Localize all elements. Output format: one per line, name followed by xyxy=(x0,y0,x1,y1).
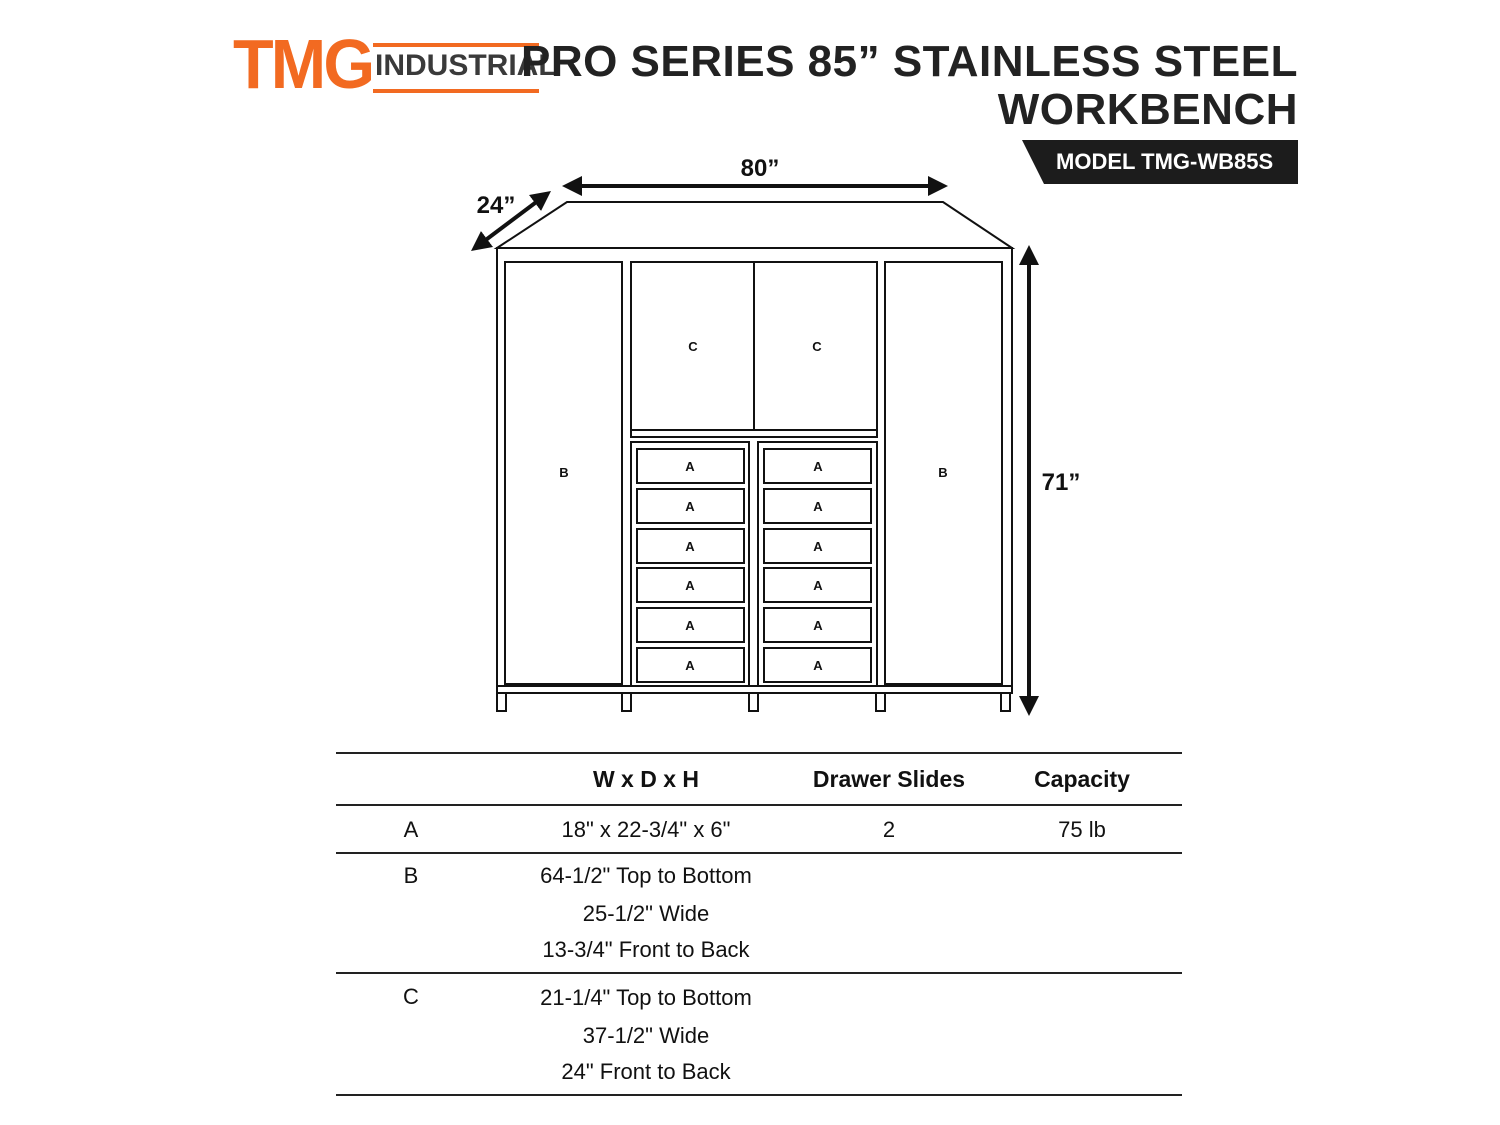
label-a: A xyxy=(813,459,823,474)
label-a: A xyxy=(685,539,695,554)
label-a: A xyxy=(685,499,695,514)
label-a: A xyxy=(813,658,823,673)
row-a-capacity: 75 lb xyxy=(1058,817,1106,842)
table-rule xyxy=(336,804,1182,806)
label-a: A xyxy=(685,578,695,593)
leg xyxy=(749,693,758,711)
row-b-dims-2: 25-1/2" Wide xyxy=(582,901,710,926)
label-a: A xyxy=(813,618,823,633)
row-b-dims-1: 64-1/2" Top to Bottom xyxy=(540,863,752,888)
table-rule xyxy=(336,1094,1182,1096)
label-a: A xyxy=(685,658,695,673)
row-c-key: C xyxy=(403,984,419,1009)
label-b-left: B xyxy=(559,465,569,480)
label-c-right: C xyxy=(812,339,822,354)
header-slides: Drawer Slides xyxy=(812,766,966,792)
row-c-dims-3: 24" Front to Back xyxy=(561,1059,731,1084)
width-dimension: 80” xyxy=(740,155,780,182)
product-title-line2: WORKBENCH xyxy=(997,85,1298,134)
label-b-right: B xyxy=(938,465,948,480)
leg xyxy=(497,693,506,711)
label-a: A xyxy=(813,578,823,593)
header-dims: W x D x H xyxy=(592,766,700,792)
leg xyxy=(1001,693,1010,711)
shelf xyxy=(631,430,877,437)
label-a: A xyxy=(813,499,823,514)
logo-tmg-text: TMG xyxy=(233,25,373,103)
row-c-dims-1: 21-1/4" Top to Bottom xyxy=(540,985,752,1010)
row-b-dims-3: 13-3/4" Front to Back xyxy=(542,937,750,962)
label-a: A xyxy=(685,618,695,633)
label-c-left: C xyxy=(688,339,698,354)
row-a-slides: 2 xyxy=(882,817,896,842)
row-c-dims-2: 37-1/2" Wide xyxy=(582,1023,710,1048)
table-rule xyxy=(336,972,1182,974)
table-rule xyxy=(336,852,1182,854)
row-a-key: A xyxy=(403,817,419,842)
label-a: A xyxy=(685,459,695,474)
header-capacity: Capacity xyxy=(1034,766,1130,792)
row-b-key: B xyxy=(403,863,419,888)
label-a: A xyxy=(813,539,823,554)
model-number: MODEL TMG-WB85S xyxy=(1056,149,1274,174)
row-a-dims: 18" x 22-3/4" x 6" xyxy=(561,817,731,842)
leg xyxy=(622,693,631,711)
table-rule xyxy=(336,752,1182,754)
depth-dimension: 24” xyxy=(476,192,516,219)
logo-industrial-text: INDUSTRIAL xyxy=(375,49,557,82)
product-title-line1: PRO SERIES 85” STAINLESS STEEL xyxy=(520,37,1298,86)
height-dimension: 71” xyxy=(1041,469,1081,496)
leg xyxy=(876,693,885,711)
worktop xyxy=(497,202,1012,248)
